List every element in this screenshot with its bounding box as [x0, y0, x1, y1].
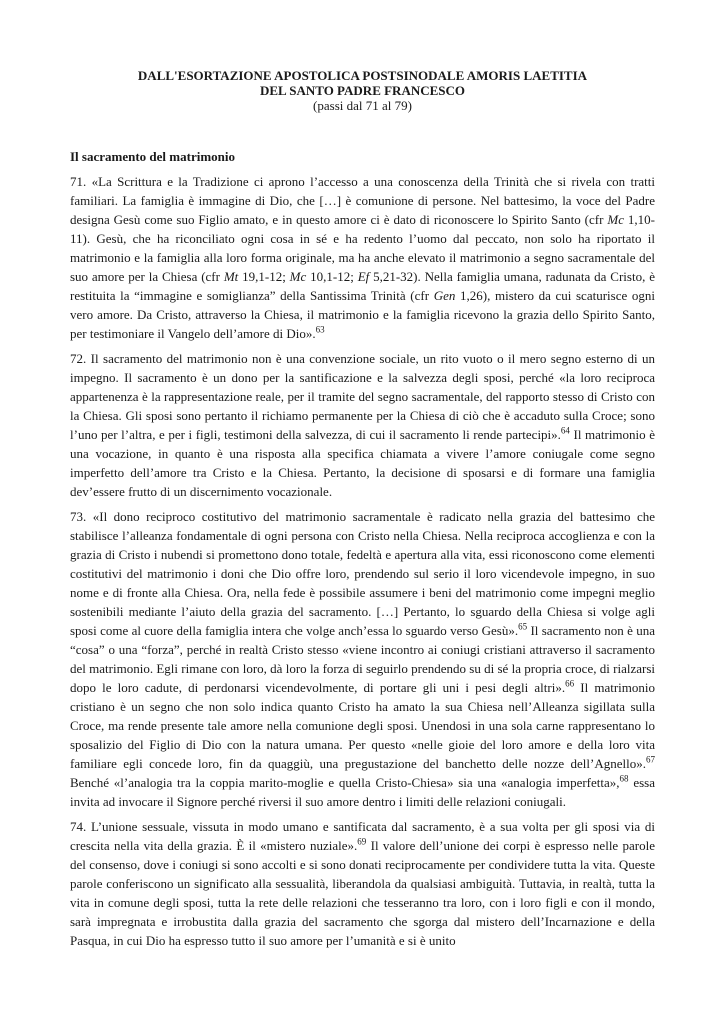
paragraph [70, 507, 655, 811]
citation-abbrev: Mc [289, 269, 307, 284]
citation-abbrev: Gen [433, 288, 456, 303]
citation-abbrev: Ef [357, 269, 370, 284]
paragraph-text: 1,10-11). Gesù, che ha riconciliato ogni cosa in sé e ha redento l’uomo dal peccato, non solo ha riportato il matrimonio e la famiglia alla loro forma originale, ma ha anche elevato il matrimonio a segno sacramentale del suo amore per la Chiesa (cfr [70, 212, 655, 284]
paragraph [70, 172, 655, 343]
paragraph [70, 349, 655, 501]
paragraph-text: 72. Il sacramento del matrimonio non è una convenzione sociale, un rito vuoto o il mero segno esterno di un impegno. Il sacramento è un dono per la santificazione e la salvezza degli sposi, perché «la loro reciproca appartenenza è la rappresentazione reale, per il tramite del segno sacramentale, del rapporto stesso di Cristo con la Chiesa. Gli sposi sono pertanto il richiamo permanente per la Chiesa di ciò che è accaduto sulla Croce; sono l’uno per l’altra, e per i figli, testimoni della salvezza, di cui il sacramento li rende partecipi». [70, 351, 655, 442]
footnote-ref: 66 [565, 678, 575, 689]
paragraph-text: Il sacramento non è una “cosa” o una “forza”, perché in realtà Cristo stesso «viene incontro ai coniugi cristiani attraverso il sacramento del matrimonio. Egli rimane con loro, dà loro la forza di seguirlo prendendo su di sé la propria croce, di rialzarsi dopo le loro cadute, di perdonarsi vicendevolmente, di portare gli uni i pesi degli altri». [70, 623, 655, 695]
footnote-ref: 69 [357, 836, 367, 847]
paragraph-text: Il valore dell’unione dei corpi è espresso nelle parole del consenso, dove i coniugi si sono accolti e si sono donati reciprocamente per condividere tutta la vita. Queste parole conferiscono un significato alla sessualità, liberandola da qualsiasi ambiguità. Tuttavia, in realtà, tutta la vita in comune degli sposi, tutta la rete delle relazioni che tesseranno tra loro, con i loro figli e con il mondo, sarà impregnata e irrobustita dalla grazia del sacramento che sgorga dal mistero dell’Incarnazione e della Pasqua, in cui Dio ha espresso tutto il suo amore per l’umanità e si è unito [70, 838, 656, 948]
paragraph-text: Il matrimonio è una vocazione, in quanto è una risposta alla specifica chiamata a vivere l’amore coniugale come segno imperfetto dell’amore tra Cristo e la Chiesa. Pertanto, la decisione di sposarsi e di formare una famiglia dev’essere frutto di un discernimento vocazionale. [70, 427, 655, 499]
footnote-ref: 67 [646, 754, 655, 765]
paragraph-text: 1,26), mistero da cui scaturisce ogni vero amore. Da Cristo, attraverso la Chiesa, il matrimonio e la famiglia ricevono la grazia dello Spirito Santo, per testimoniare il Vangelo dell’amore di Dio». [70, 288, 655, 341]
paragraph-text: 74. L’unione sessuale, vissuta in modo umano e santificata dal sacramento, è a sua volta per gli sposi via di crescita nella vita della grazia. È il «mistero nuziale». [70, 819, 655, 853]
section-title: Il sacramento del matrimonio [70, 149, 236, 164]
document-heading-line-2: DEL SANTO PADRE FRANCESCO [259, 83, 466, 98]
document-page [70, 68, 655, 956]
citation-abbrev: Mt [223, 269, 239, 284]
paragraph-text: 73. «Il dono reciproco costitutivo del matrimonio sacramentale è radicato nella grazia del battesimo che stabilisce l’alleanza fondamentale di ogni persona con Cristo nella Chiesa. Nella reciproca accoglienza e con la grazia di Cristo i nubendi si promettono dono totale, fedeltà e apertura alla vita, essi riconoscono come elementi costitutivi del matrimonio i doni che Dio offre loro, prendendo sul serio il loro vicendevole impegno, in suo nome e di fronte alla Chiesa. Ora, nella fede è possibile assumere i beni del matrimonio come impegni meglio sostenibili mediante l’aiuto della grazia del sacramento. […] Pertanto, lo sguardo della Chiesa si volge agli sposi come al cuore della famiglia intera che volge anch’essa lo sguardo verso Gesù». [70, 509, 655, 638]
paragraph-text: Il matrimonio cristiano è un segno che non solo indica quanto Cristo ha amato la sua Chiesa nell’Alleanza sigillata sulla Croce, ma rende presente tale amore nella comunione degli sposi. Unendosi in una sola carne rappresentano lo sposalizio del Figlio di Dio con la natura umana. Per questo «nelle gioie del loro amore e della loro vita familiare egli concede loro, fin da quaggiù, una pregustazione del banchetto delle nozze dell’Agnello». [70, 680, 655, 771]
paragraph [70, 817, 655, 950]
document-body [70, 172, 655, 950]
paragraph-text: essa invita ad invocare il Signore perché riversi il suo amore dentro i limiti delle relazioni coniugali. [70, 775, 655, 809]
document-subheading: (passi dal 71 al 79) [313, 98, 412, 113]
paragraph-text: 71. «La Scrittura e la Tradizione ci aprono l’accesso a una conoscenza della Trinità che si rivela con tratti familiari. La famiglia è immagine di Dio, che […] è comunione di persone. Nel battesimo, la voce del Padre designa Gesù come suo Figlio amato, e in questo amore ci è dato di riconoscere lo Spirito Santo (cfr [70, 174, 655, 227]
footnote-ref: 65 [518, 621, 528, 632]
footnote-ref: 64 [560, 425, 570, 436]
footnote-ref: 63 [315, 324, 325, 335]
paragraph-text: 10,1-12; [306, 269, 358, 284]
paragraph-text: Benché «l’analogia tra la coppia marito-moglie e quella Cristo-Chiesa» sia una «analogia imperfetta», [70, 775, 620, 790]
citation-abbrev: Mc [607, 212, 624, 227]
footnote-ref: 68 [619, 773, 629, 784]
paragraph-text: 5,21-32). Nella famiglia umana, radunata da Cristo, è restituita la “immagine e somiglianza” della Santissima Trinità (cfr [70, 269, 655, 303]
document-heading-line-1: DALL'ESORTAZIONE APOSTOLICA POSTSINODALE AMORIS LAETITIA [137, 68, 588, 83]
paragraph-text: 19,1-12; [238, 269, 290, 284]
